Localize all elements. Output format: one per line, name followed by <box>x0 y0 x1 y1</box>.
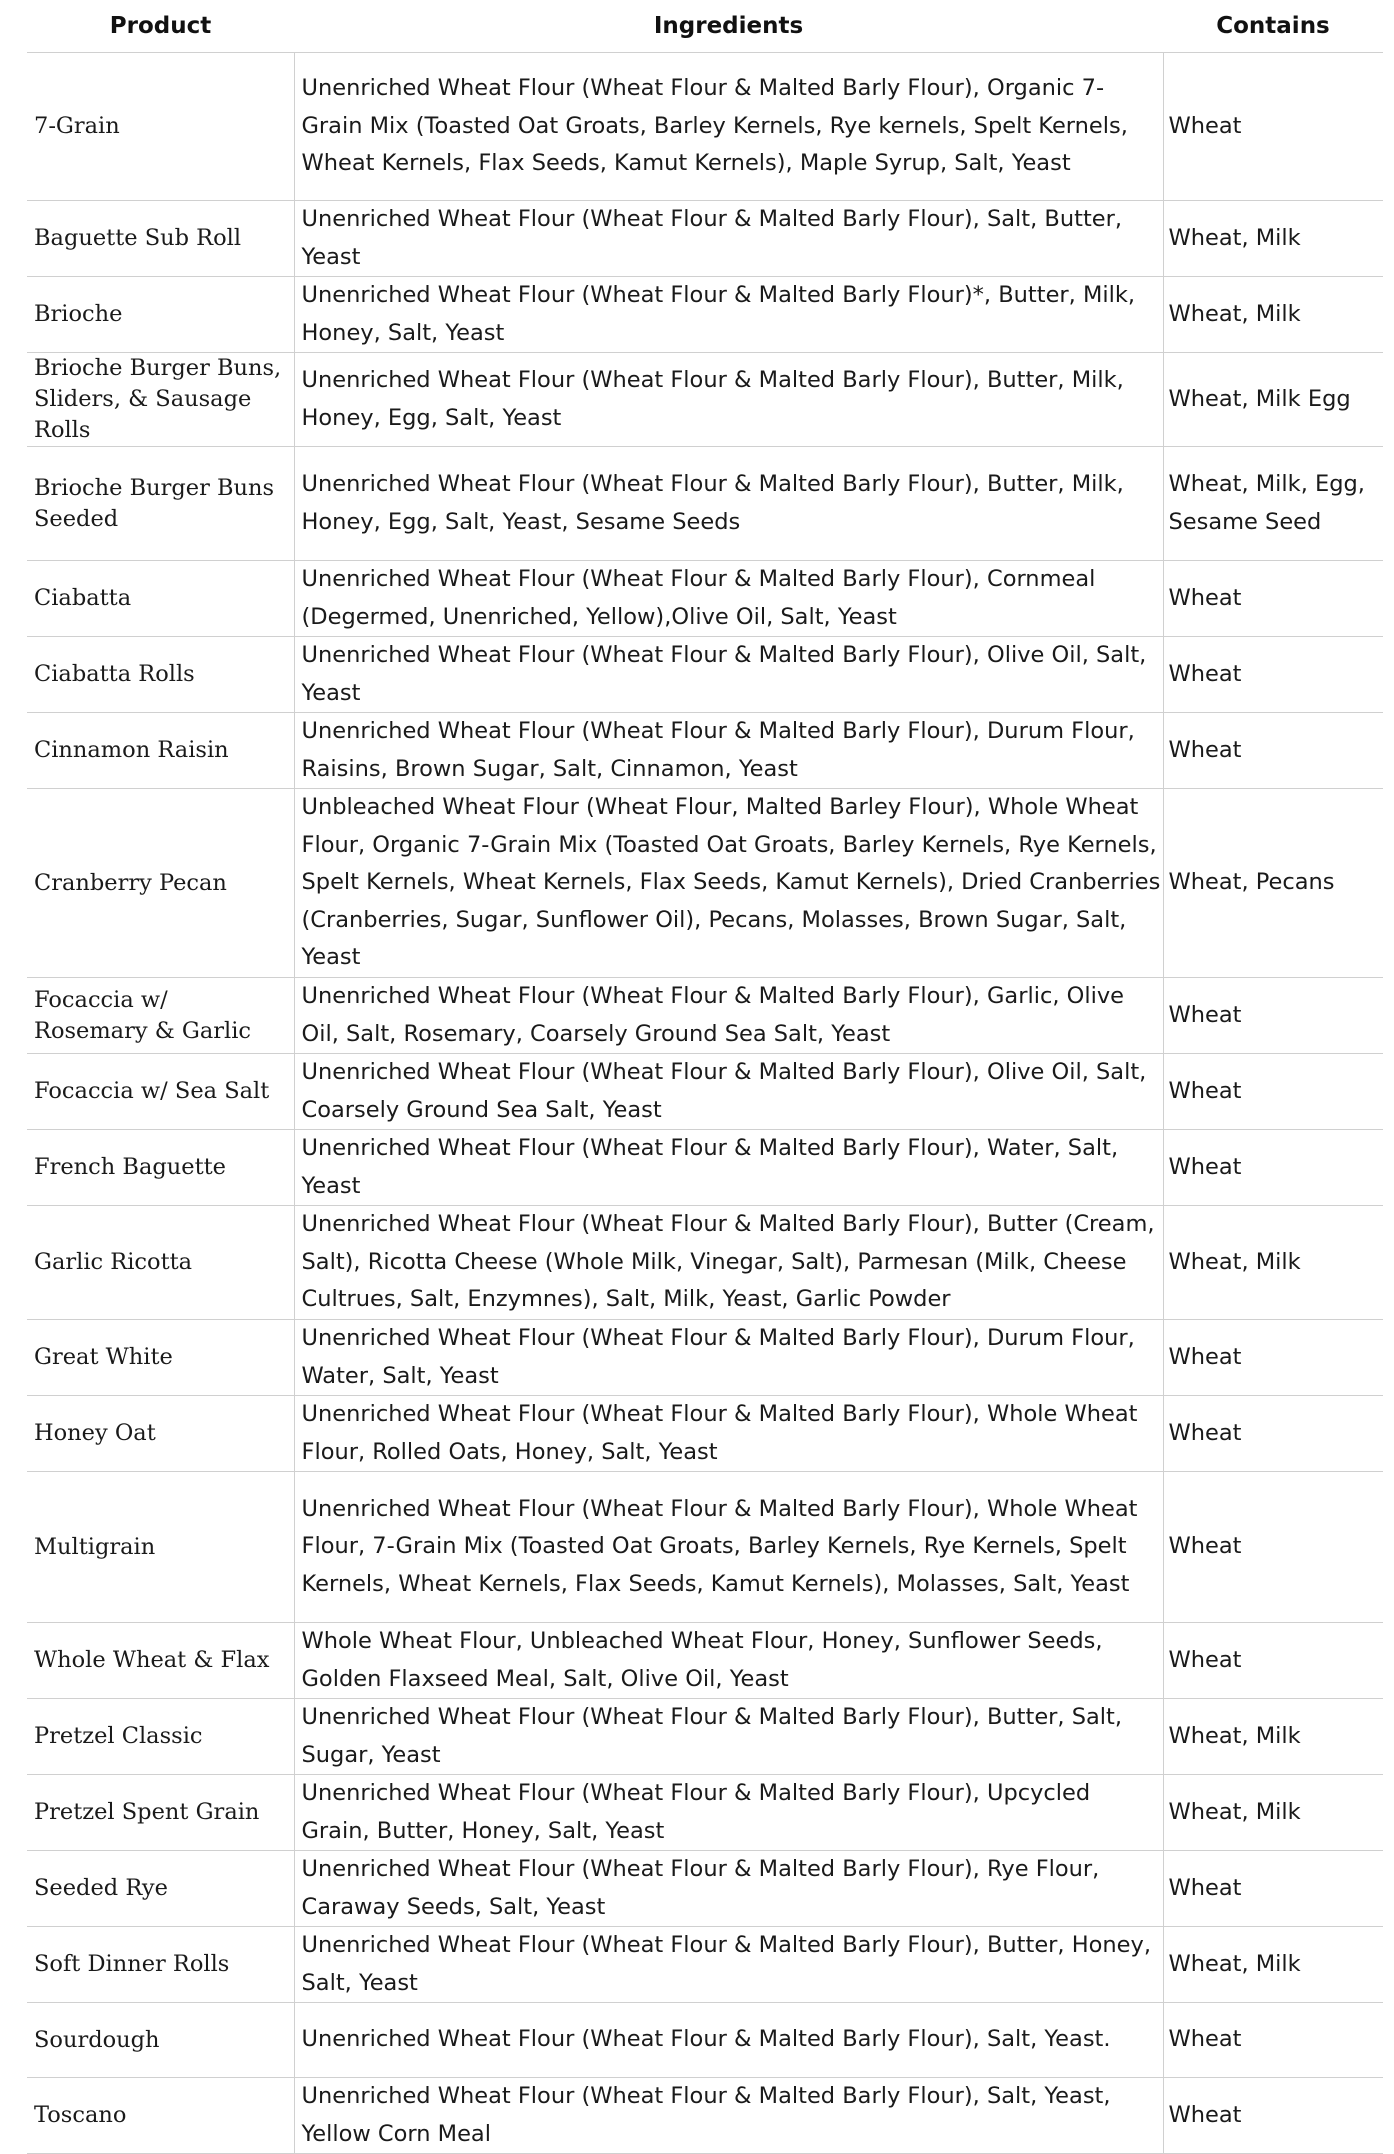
ingredients-list: Unenriched Wheat Flour (Wheat Flour & Malted Barly Flour), Water, Salt, Yeast <box>294 1130 1163 1206</box>
product-name: Multigrain <box>27 1472 294 1623</box>
ingredients-list: Unenriched Wheat Flour (Wheat Flour & Malted Barly Flour), Whole Wheat Flour, Rolled Oats, Honey, Salt, Yeast <box>294 1396 1163 1472</box>
product-name: Great White <box>27 1320 294 1396</box>
table-row <box>27 1054 1383 1130</box>
table-row <box>27 447 1383 561</box>
ingredients-list: Unenriched Wheat Flour (Wheat Flour & Malted Barly Flour), Salt, Yeast. <box>294 2003 1163 2078</box>
product-name: 7-Grain <box>27 53 294 201</box>
ingredients-list: Unenriched Wheat Flour (Wheat Flour & Malted Barly Flour), Olive Oil, Salt, Coarsely Ground Sea Salt, Yeast <box>294 1054 1163 1130</box>
ingredients-list: Unenriched Wheat Flour (Wheat Flour & Malted Barly Flour), Rye Flour, Caraway Seeds, Salt, Yeast <box>294 1851 1163 1927</box>
product-name: Brioche Burger Buns, Sliders, & Sausage Rolls <box>27 353 294 447</box>
table-row <box>27 1927 1383 2003</box>
allergens-contains: Wheat, Milk <box>1163 1927 1383 2003</box>
product-name: Brioche Burger Buns Seeded <box>27 447 294 561</box>
allergens-contains: Wheat, Pecans <box>1163 789 1383 978</box>
header-row <box>27 0 1383 53</box>
product-name: Pretzel Classic <box>27 1699 294 1775</box>
allergens-contains: Wheat <box>1163 2003 1383 2078</box>
ingredients-list: Unenriched Wheat Flour (Wheat Flour & Malted Barly Flour), Salt, Butter, Yeast <box>294 201 1163 277</box>
header-ingredients: Ingredients <box>294 0 1163 53</box>
ingredients-list: Unenriched Wheat Flour (Wheat Flour & Malted Barly Flour), Durum Flour, Raisins, Brown Sugar, Salt, Cinnamon, Yeast <box>294 713 1163 789</box>
table-row <box>27 1396 1383 1472</box>
table-row <box>27 277 1383 353</box>
ingredients-list: Unenriched Wheat Flour (Wheat Flour & Malted Barly Flour), Butter, Honey, Salt, Yeast <box>294 1927 1163 2003</box>
table-row <box>27 1699 1383 1775</box>
ingredients-list: Unenriched Wheat Flour (Wheat Flour & Malted Barly Flour)*, Butter, Milk, Honey, Salt, Yeast <box>294 277 1163 353</box>
ingredients-list: Unenriched Wheat Flour (Wheat Flour & Malted Barly Flour), Whole Wheat Flour, 7-Grain Mix (Toasted Oat Groats, Barley Kernels, Rye Kernels, Spelt Kernels, Wheat Kernels, Flax Seeds, Kamut Kernels), Molasses, Salt, Yeast <box>294 1472 1163 1623</box>
allergens-contains: Wheat <box>1163 1472 1383 1623</box>
ingredients-list: Unenriched Wheat Flour (Wheat Flour & Malted Barly Flour), Durum Flour, Water, Salt, Yeast <box>294 1320 1163 1396</box>
table-row <box>27 637 1383 713</box>
ingredients-list: Unenriched Wheat Flour (Wheat Flour & Malted Barly Flour), Garlic, Olive Oil, Salt, Rosemary, Coarsely Ground Sea Salt, Yeast <box>294 978 1163 1054</box>
ingredients-list: Unenriched Wheat Flour (Wheat Flour & Malted Barly Flour), Upcycled Grain, Butter, Honey, Salt, Yeast <box>294 1775 1163 1851</box>
allergens-contains: Wheat, Milk Egg <box>1163 353 1383 447</box>
allergens-contains: Wheat <box>1163 1054 1383 1130</box>
allergens-contains: Wheat <box>1163 713 1383 789</box>
product-name: Ciabatta <box>27 561 294 637</box>
table-row <box>27 713 1383 789</box>
product-name: Honey Oat <box>27 1396 294 1472</box>
allergens-contains: Wheat <box>1163 978 1383 1054</box>
allergens-contains: Wheat <box>1163 53 1383 201</box>
table-row <box>27 2003 1383 2078</box>
allergens-contains: Wheat <box>1163 637 1383 713</box>
table-row <box>27 1775 1383 1851</box>
ingredients-list: Unenriched Wheat Flour (Wheat Flour & Malted Barly Flour), Salt, Yeast, Yellow Corn Meal <box>294 2078 1163 2154</box>
allergens-contains: Wheat <box>1163 2078 1383 2154</box>
product-name: Pretzel Spent Grain <box>27 1775 294 1851</box>
table-row <box>27 1851 1383 1927</box>
product-name: Soft Dinner Rolls <box>27 1927 294 2003</box>
ingredients-list: Unenriched Wheat Flour (Wheat Flour & Malted Barly Flour), Organic 7-Grain Mix (Toasted Oat Groats, Barley Kernels, Rye kernels, Spelt Kernels, Wheat Kernels, Flax Seeds, Kamut Kernels), Maple Syrup, Salt, Yeast <box>294 53 1163 201</box>
allergens-contains: Wheat, Milk <box>1163 1699 1383 1775</box>
table-row <box>27 53 1383 201</box>
product-name: Cinnamon Raisin <box>27 713 294 789</box>
allergens-contains: Wheat <box>1163 1623 1383 1699</box>
table-row <box>27 1623 1383 1699</box>
header-product: Product <box>27 0 294 53</box>
product-name: Whole Wheat & Flax <box>27 1623 294 1699</box>
table-row <box>27 1130 1383 1206</box>
product-name: Focaccia w/ Sea Salt <box>27 1054 294 1130</box>
product-name: Focaccia w/ Rosemary & Garlic <box>27 978 294 1054</box>
allergens-contains: Wheat <box>1163 1320 1383 1396</box>
allergens-contains: Wheat <box>1163 1130 1383 1206</box>
table-row <box>27 978 1383 1054</box>
allergens-contains: Wheat <box>1163 561 1383 637</box>
allergens-contains: Wheat <box>1163 1396 1383 1472</box>
table-row <box>27 353 1383 447</box>
product-name: Ciabatta Rolls <box>27 637 294 713</box>
ingredients-list: Unenriched Wheat Flour (Wheat Flour & Malted Barly Flour), Cornmeal (Degermed, Unenriched, Yellow),Olive Oil, Salt, Yeast <box>294 561 1163 637</box>
table-row <box>27 201 1383 277</box>
ingredients-list: Unenriched Wheat Flour (Wheat Flour & Malted Barly Flour), Olive Oil, Salt, Yeast <box>294 637 1163 713</box>
table-row <box>27 1320 1383 1396</box>
product-name: Brioche <box>27 277 294 353</box>
allergens-contains: Wheat, Milk <box>1163 1206 1383 1320</box>
product-name: Seeded Rye <box>27 1851 294 1927</box>
ingredients-list: Unbleached Wheat Flour (Wheat Flour, Malted Barley Flour), Whole Wheat Flour, Organic 7-Grain Mix (Toasted Oat Groats, Barley Kernels, Rye Kernels, Spelt Kernels, Wheat Kernels, Flax Seeds, Kamut Kernels), Dried Cranberries (Cranberries, Sugar, Sunflower Oil), Pecans, Molasses, Brown Sugar, Salt, Yeast <box>294 789 1163 978</box>
table-row <box>27 1472 1383 1623</box>
product-name: French Baguette <box>27 1130 294 1206</box>
allergens-contains: Wheat, Milk <box>1163 277 1383 353</box>
ingredients-list: Whole Wheat Flour, Unbleached Wheat Flour, Honey, Sunflower Seeds, Golden Flaxseed Meal, Salt, Olive Oil, Yeast <box>294 1623 1163 1699</box>
allergens-contains: Wheat, Milk, Egg, Sesame Seed <box>1163 447 1383 561</box>
ingredients-list: Unenriched Wheat Flour (Wheat Flour & Malted Barly Flour), Butter, Milk, Honey, Egg, Salt, Yeast, Sesame Seeds <box>294 447 1163 561</box>
table-row <box>27 789 1383 978</box>
table-row <box>27 1206 1383 1320</box>
allergen-table-page <box>27 0 1383 2154</box>
ingredients-table <box>27 0 1383 2154</box>
table-row <box>27 2078 1383 2154</box>
product-name: Baguette Sub Roll <box>27 201 294 277</box>
ingredients-list: Unenriched Wheat Flour (Wheat Flour & Malted Barly Flour), Butter, Salt, Sugar, Yeast <box>294 1699 1163 1775</box>
header-contains: Contains <box>1163 0 1383 53</box>
product-name: Toscano <box>27 2078 294 2154</box>
table-row <box>27 561 1383 637</box>
product-name: Sourdough <box>27 2003 294 2078</box>
ingredients-list: Unenriched Wheat Flour (Wheat Flour & Malted Barly Flour), Butter (Cream, Salt), Ricotta Cheese (Whole Milk, Vinegar, Salt), Parmesan (Milk, Cheese Cultrues, Salt, Enzymnes), Salt, Milk, Yeast, Garlic Powder <box>294 1206 1163 1320</box>
product-name: Cranberry Pecan <box>27 789 294 978</box>
ingredients-list: Unenriched Wheat Flour (Wheat Flour & Malted Barly Flour), Butter, Milk, Honey, Egg, Salt, Yeast <box>294 353 1163 447</box>
allergens-contains: Wheat, Milk <box>1163 201 1383 277</box>
allergens-contains: Wheat <box>1163 1851 1383 1927</box>
allergens-contains: Wheat, Milk <box>1163 1775 1383 1851</box>
product-name: Garlic Ricotta <box>27 1206 294 1320</box>
